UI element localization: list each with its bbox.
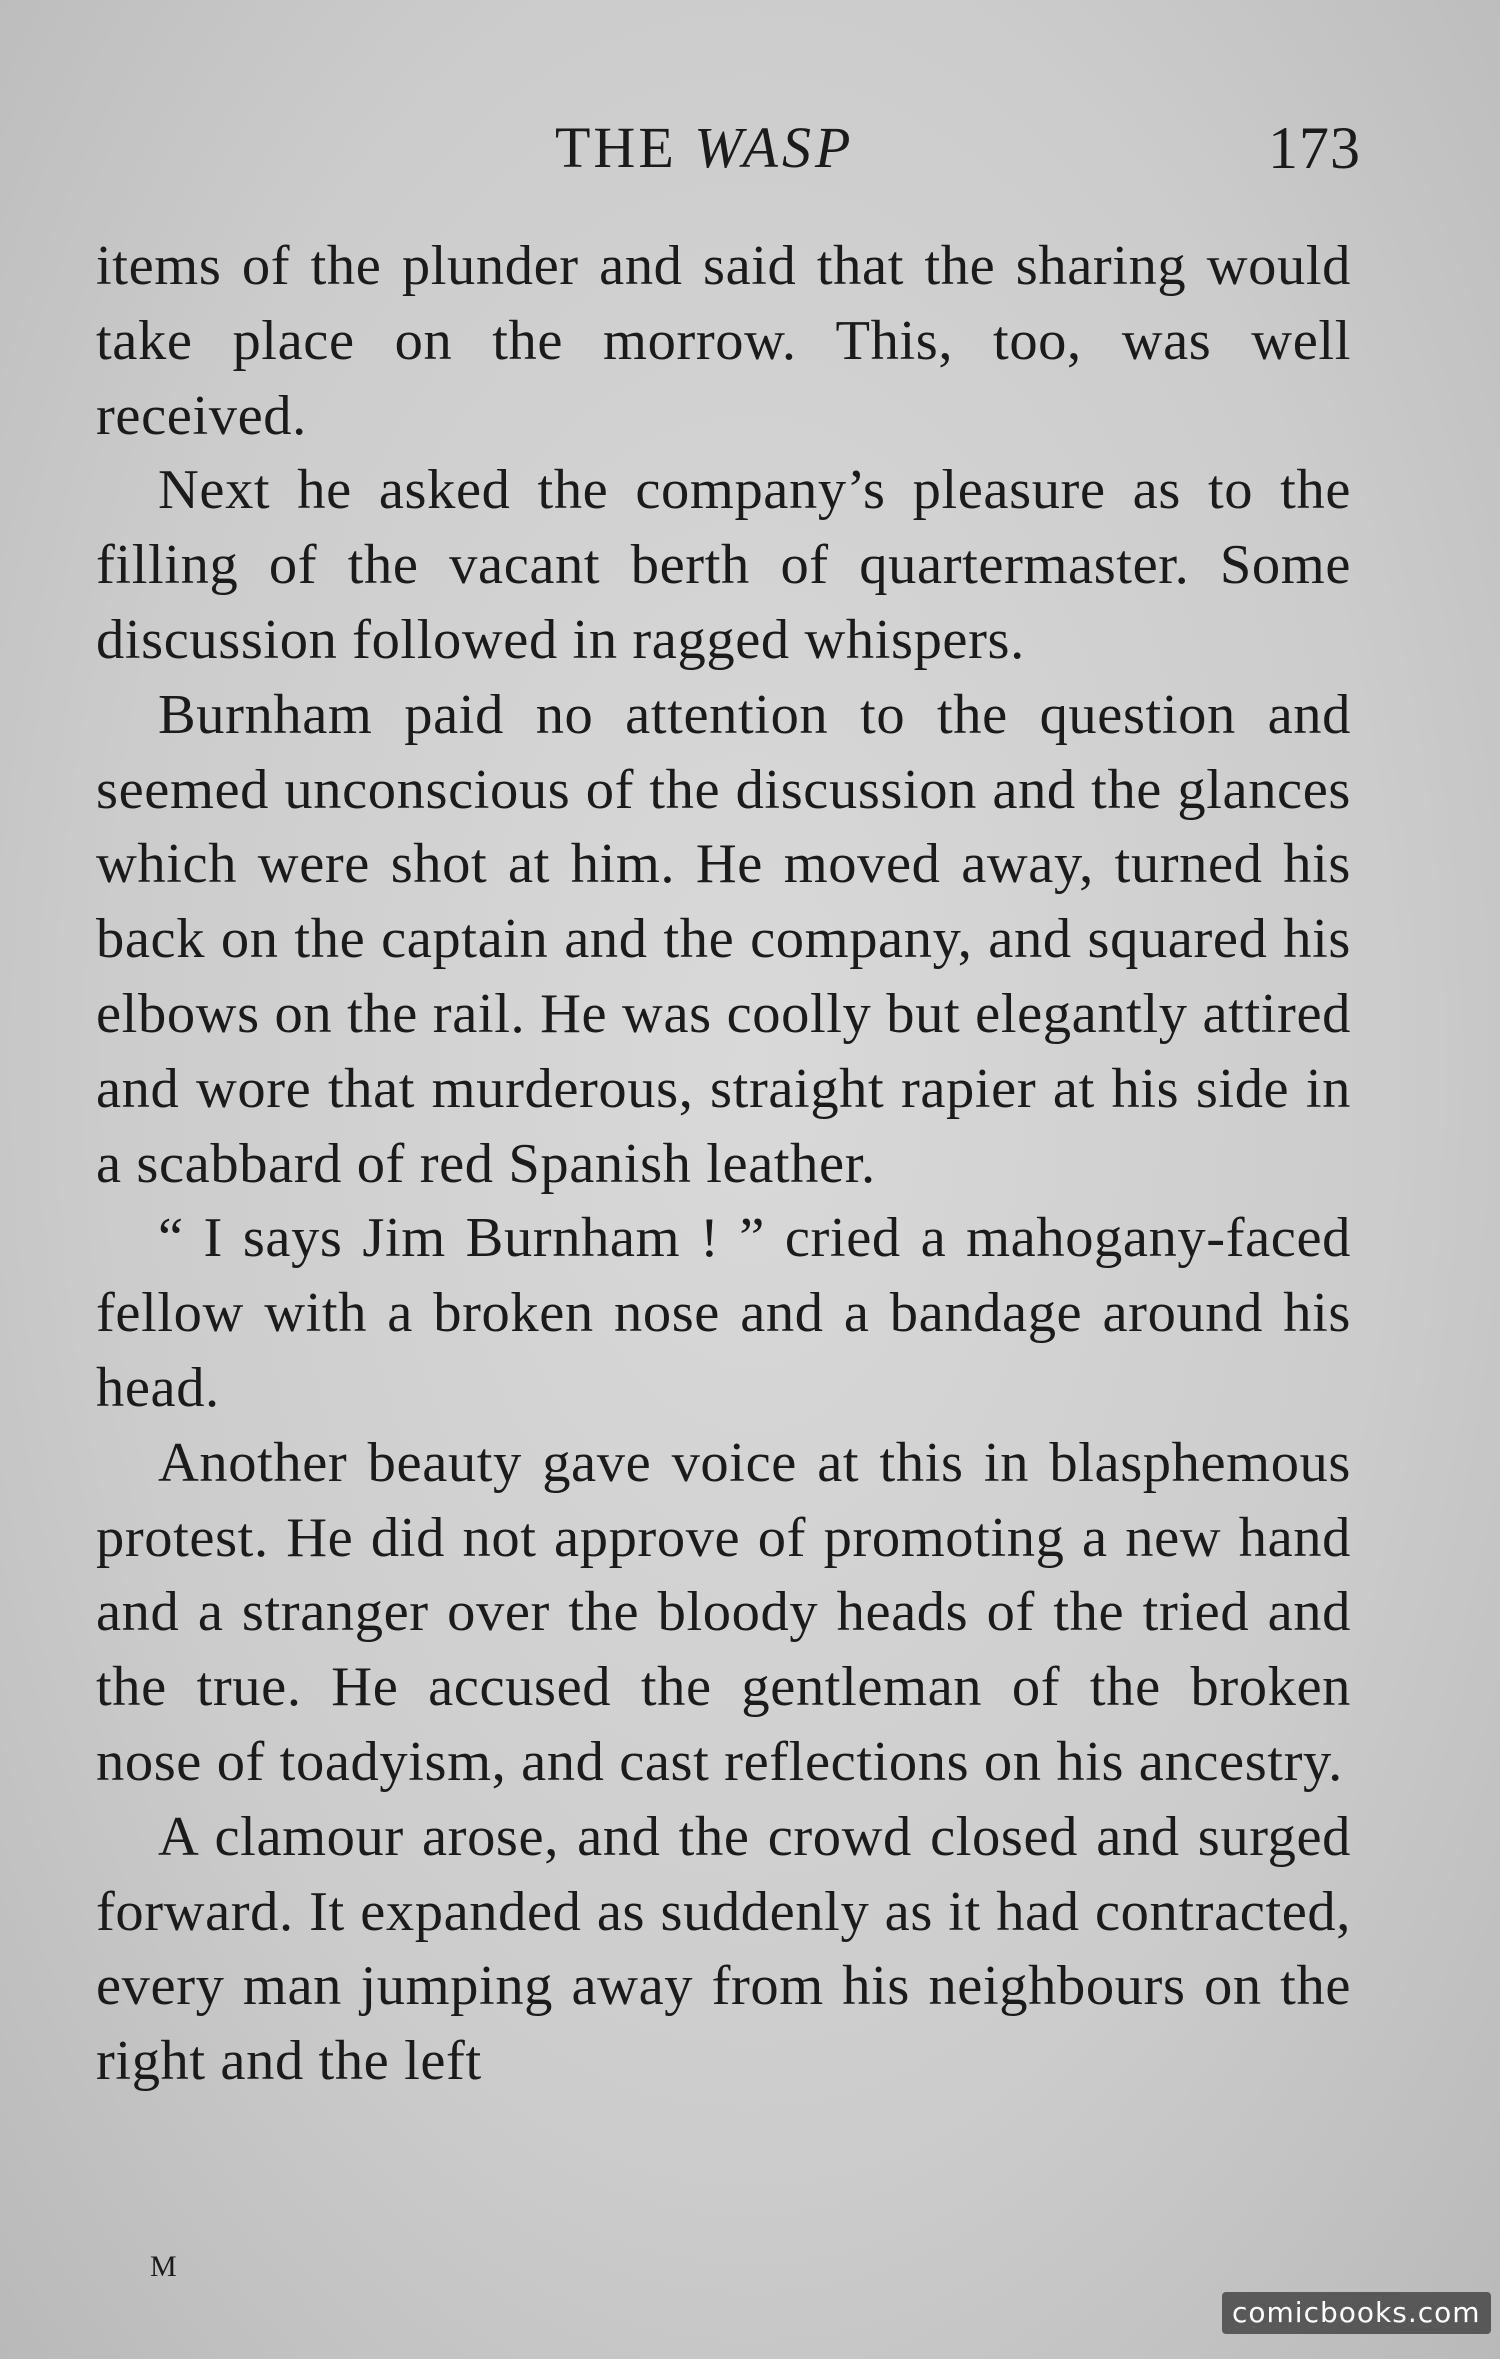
body-text (96, 229, 1351, 2099)
paragraph-6: A clamour arose, and the crowd closed and surged forward. It expanded as suddenly as it had contracted, every man jumping away from his neighbours on the right and the left (96, 1805, 1351, 2093)
watermark-label: comicbooks.com (1222, 2292, 1491, 2334)
page-header (0, 108, 1500, 188)
running-title (555, 108, 854, 188)
paragraph-5: Another beauty gave voice at this in blasphemous protest. He did not approve of promoting a new hand and a stranger over the bloody heads of the tried and the true. He accused the gentleman of the broken nose of toadyism, and cast reflections on his ancestry. (96, 1431, 1351, 1793)
paragraph-1: items of the plunder and said that the sharing would take place on the morrow. This, too, was well received. (96, 235, 1351, 447)
paragraph-4: “ I says Jim Burnham ! ” cried a mahogany-faced fellow with a broken nose and a bandage around his head. (96, 1207, 1351, 1419)
running-title-prefix: THE (555, 115, 695, 180)
signature-mark: M (150, 2250, 178, 2283)
page-number: 173 (1268, 115, 1361, 181)
running-title-italic: WASP (694, 115, 855, 180)
paragraph-2: Next he asked the company’s pleasure as to the filling of the vacant berth of quartermaster. Some discussion followed in ragged whispers. (96, 459, 1351, 671)
paragraph-3: Burnham paid no attention to the question and seemed unconscious of the discussion and the glances which were shot at him. He moved away, turned his back on the captain and the company, and squared his elbows on the rail. He was coolly but elegantly attired and wore that murderous, straight rapier at his side in a scabbard of red Spanish leather. (96, 683, 1351, 1195)
